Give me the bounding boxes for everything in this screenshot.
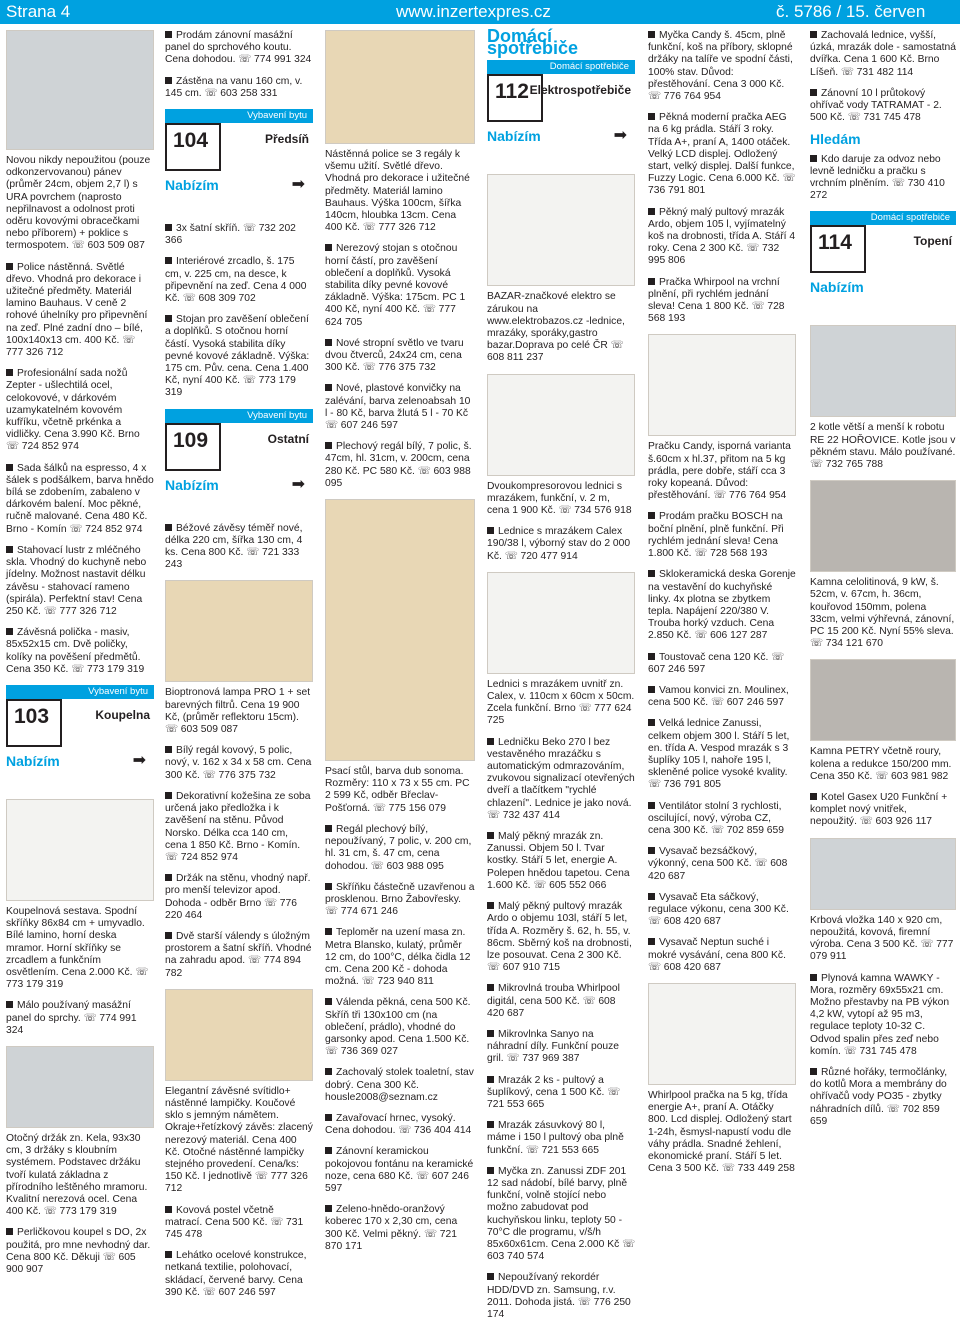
classified-ad: Dvě starší válendy s úložným prostorem a šatní skříň. Vhodné na zahradu apod. ☏ 774 894 782 xyxy=(165,930,312,979)
arrow-icon: ➡ xyxy=(132,751,146,769)
classified-ad: Dekorativní kožešina ze soba určená jako předložka i k zavěšení na stěnu. Původ Norsko. Délka cca 140 cm, cena 1 850 Kč. Brno - Komín. ☏ 724 852 974 xyxy=(165,791,313,864)
classified-ad: Police nástěnná. Světlé dřevo. Vhodná pro dekorace i užitečné předměty. Materiál lamino Bauhaus. V ceně 2 rohové úhelníky pro připevnění na zeď. Plné zadní dno – bílé, 100x140x13 cm. 400 Kč. ☏ 777 326 712 xyxy=(6,262,154,360)
classified-ad: Prodám zánovní masážní panel do sprchového koutu. Cena dohodou. ☏ 774 991 324 xyxy=(165,30,312,66)
classified-ad: Mikrovlnka Sanyo na náhradní díly. Funkční pouze gril. ☏ 737 969 387 xyxy=(487,1029,635,1066)
classified-ad: Perličkovou koupel s DO, 2x použitá, pro mne nevhodný dar. Cena 800 Kč. Děkuji ☏ 605 900 907 xyxy=(6,1227,154,1276)
photo-caption: Kamna PETRY včetně roury, kolena a redukce 150/200 mm. Cena 350 Kč. ☏ 603 981 982 xyxy=(810,746,952,782)
classified-ad: Vamou konvici zn. Moulinex, cena 500 Kč. ☏ 607 246 597 xyxy=(648,685,796,709)
classified-ad: Zachovalá lednice, vyšší, úzká, mrazák dole - samostatná dvířka. Cena 1 600 Kč. Brno Líšeň. ☏ 731 482 114 xyxy=(810,30,956,78)
photo-caption: BAZAR-značkové elektro se zárukou na www.elektrobazos.cz -lednice, mrazáky, sporáky,gastro bazar.Doprava po celé ČR ☏ 608 811 237 xyxy=(487,291,625,364)
arrow-icon: ➡ xyxy=(291,176,305,194)
category-group: Domácí spotřebiče xyxy=(810,211,956,225)
classified-ad: Ledničku Beko 270 l bez vestavěného mrazáčku s automatickým odmrazováním, zvukovou signalizací otevřených dveří a tlačítkem "rychlé chlazení". Lednice je jako nová. ☏ 732 437 414 xyxy=(487,736,635,821)
photo-bathroom-set xyxy=(6,799,154,901)
classified-ad: Zánovní keramickou pokojovou fontánu na keramické noze, cena 680 Kč. ☏ 607 246 597 xyxy=(325,1146,474,1194)
section-banner: Domácí spotřebiče xyxy=(487,26,579,59)
classified-ad: Zánovní 10 l průtokový ohřívač vody TATRAMAT - 2. 500 Kč. ☏ 731 745 478 xyxy=(810,88,956,125)
category-header xyxy=(6,685,154,789)
classified-ad: Prodám pračku BOSCH na boční plnění, plně funkční. Při rychlém jednání sleva! Cena 1.800 Kč. ☏ 728 568 193 xyxy=(648,511,796,560)
category-group: Vybavení bytu xyxy=(6,685,154,699)
photo-washing-machine xyxy=(648,334,796,436)
classified-ad: Lednice s mrazákem Calex 190/38 l, výborný stav do 2 000 Kč. ☏ 720 477 914 xyxy=(487,526,635,563)
classified-ad: Stojan pro zavěšení oblečení a doplňků. S otočnou horní částí. Vysoká stabilita díky pevné kovové základně. Výška: 175 cm. Pův. cena. Cena 1.400 Kč, nyní 400 Kč. ☏ 773 179 319 xyxy=(165,314,313,399)
photo-caption: Pračku Candy, isporná varianta š.60cm x hl.37, přitom na 5 kg prádla, pere dobře, stáří cca 3 roky kopeaná. Důvod: přestěhování. ☏ 776 764 954 xyxy=(648,441,791,502)
photo-caption: Bioptronová lampa PRO 1 + set barevných filtrů. Cena 19 900 Kč, (průměr reflektoru 15cm). ☏ 603 509 087 xyxy=(165,687,311,736)
column-4 xyxy=(487,26,635,1330)
classified-ad: Ventilátor stolní 3 rychlosti, oscilující, nový, výroba CZ, cena 300 Kč. ☏ 702 859 659 xyxy=(648,801,796,838)
photo-stove xyxy=(810,480,956,572)
classified-ad: Držák na stěnu, vhodný např. pro menší televizor apod. Dohoda - odběr Brno ☏ 776 220 464 xyxy=(165,873,313,922)
classified-ad: Nepoužívaný rekordér HDD/DVD zn. Samsung, r.v. 2011. Dohoda jistá. ☏ 776 250 174 xyxy=(487,1272,635,1321)
offer-label: Nabízím xyxy=(165,476,219,493)
classified-ad: Profesionální sada nožů Zepter - ušlechtilá ocel, celokovové, v dárkovém uzamykatelném kovovém kufříku, včetně prkénka a vidličky. Cena 3.990 Kč. Brno ☏ 724 852 974 xyxy=(6,368,154,453)
category-number: 104 xyxy=(173,129,209,153)
classified-ad: Kovová postel včetně matrací. Cena 500 Kč. ☏ 731 745 478 xyxy=(165,1205,313,1242)
category-number: 103 xyxy=(14,704,50,728)
category-number: 114 xyxy=(818,231,852,255)
photo-caption: Psací stůl, barva dub sonoma. Rozměry: 110 x 73 x 55 cm. PC 2 599 Kč, odběr Břeclav-Pošťorná. ☏ 775 156 079 xyxy=(325,766,470,814)
offer-label: Nabízím xyxy=(487,128,541,145)
classified-ad: Zástěna na vanu 160 cm, v. 145 cm. ☏ 603 258 331 xyxy=(165,76,313,100)
category-group: Domácí spotřebiče xyxy=(487,60,635,74)
classified-ad: Válenda pěkná, cena 500 Kč. Skříň tři 130x100 cm (na oblečení, prádlo), vhodné do garsonky apod. Cena 1.500 Kč. ☏ 736 369 027 xyxy=(325,997,475,1058)
classified-ad: Plechový regál bílý, 7 polic, š. 47cm, hl. 31cm, v. 200cm, cena 280 Kč. PC 580 Kč. ☏ 603 988 095 xyxy=(325,441,475,490)
classified-ad: Vysavač bezsáčkový, výkonný, cena 500 Kč. ☏ 608 420 687 xyxy=(648,846,796,883)
classified-ad: Malý pěkný pultový mrazák Ardo o objemu 103l, stáří 5 let, třída A. Rozměry š. 62, h. 55, v. 86cm. Sběrný koš na drobnosti, lze posouvat. Cena 2 300 Kč. ☏ 607 910 715 xyxy=(487,901,635,974)
classified-ad: 3x šatní skříň. ☏ 732 202 366 xyxy=(165,223,313,247)
photo-desk xyxy=(325,499,475,761)
photo-caption: Dvoukompresorovou lednici s mrazákem, funkční, v. 2 m, cena 1 900 Kč. ☏ 734 576 918 xyxy=(487,480,632,517)
offer-label: Nabízím xyxy=(165,177,219,194)
category-number: 109 xyxy=(173,428,209,452)
classified-ad: Kdo daruje za odvoz nebo levně ledničku a pračku s vrchním plněním. ☏ 730 410 272 xyxy=(810,154,956,203)
classified-ad: Vysavač Eta sáčkový, regulace výkonu, cena 300 Kč. ☏ 608 420 687 xyxy=(648,892,796,929)
classified-ad: Pračka Whirpool na vrchní plnění, při rychlém jednání sleva! Cena 1 800 Kč. ☏ 728 568 193 xyxy=(648,277,796,326)
column-1 xyxy=(6,30,154,1285)
photo-lamp xyxy=(165,580,313,682)
classified-ad: Mikrovlná trouba Whirlpool digitál, cena 500 Kč. ☏ 608 420 687 xyxy=(487,983,635,1020)
photo-pan xyxy=(6,30,154,150)
wanted-label: Hledám xyxy=(810,131,861,148)
classified-ad: Nové, plastové konvičky na zalévání, barva zelenoabsah 10 l - 80 Kč, barva žlutá 5 l - 70 Kč ☏ 607 246 597 xyxy=(325,383,475,432)
classified-ad: Stahovací lustr z mléčného skla. Vhodný do kuchyně nebo jídelny. Možnost nastavit délku závěsu - stahovací rameno (spirála). Perfektní stav! Cena 250 Kč. ☏ 777 326 712 xyxy=(6,545,154,618)
classified-ad: Béžové závěsy téměř nové, délka 220 cm, šířka 130 cm, 4 ks. Cena 800 Kč. ☏ 721 333 243 xyxy=(165,523,313,572)
category-header xyxy=(810,211,956,315)
site-url[interactable]: www.inzertexpres.cz xyxy=(396,2,551,21)
photo-whirlpool xyxy=(648,983,796,1085)
offer-label: Nabízím xyxy=(6,752,60,769)
photo-caption: Kamna celolitinová, 9 kW, š. 52cm, v. 67cm, h. 36cm, kouřovod 150mm, polena 33cm, velmi výhřevná, zánovní, PC 15 200 Kč. Nyní 55% sleva. ☏ 734 121 670 xyxy=(810,577,955,650)
classified-ad: Toustovač cena 120 Kč. ☏ 607 246 597 xyxy=(648,652,796,676)
classified-ad: Nástěnná police se 3 regály k všemu užití. Světlé dřevo. Vhodná pro dekorace i užitečné předměty. Materiál lamino Bauhaus. Výška 100cm, šířka 140cm, hloubka 13cm. Cena 400 Kč. ☏ 777 326 712 xyxy=(325,149,470,234)
offer-label: Nabízím xyxy=(810,279,864,296)
classified-ad: Mrazák zásuvkový 80 l, máme i 150 l pultový oba plně funkční. ☏ 721 553 665 xyxy=(487,1120,635,1157)
photo-chandelier xyxy=(165,989,313,1081)
category-name: Elektrospotřebiče xyxy=(529,83,631,98)
category-header xyxy=(165,409,313,513)
category-name: Ostatní xyxy=(267,431,309,446)
classified-ad: Různé hořáky, termočlánky, do kotlů Mora a membrány do ohřívačů vody PO35 - zbytky náhradních dílů. ☏ 702 859 659 xyxy=(810,1067,956,1128)
page-number: Strana 4 xyxy=(6,2,71,21)
photo-shelf xyxy=(325,30,475,144)
classified-ad: Kotel Gasex U20 Funkční + komplet nový vnitřek, nepoužitý. ☏ 603 926 117 xyxy=(810,792,956,829)
classified-ad: Zeleno-hnědo-oranžový koberec 170 x 2,30 cm, cena 300 Kč. Velmi pěkný. ☏ 721 870 171 xyxy=(325,1204,475,1253)
photo-caption: Whirlpool pračka na 5 kg, třída energie A+, praní A. Otáčky 800. Lcd displej. Odložený start 1-24h, ěsmysl-napustí vodu dle váhy prádla. Snadné žehlení, ekonomické praní. Stáří 5 let. Cena 3 500 Kč. ☏ 733 449 258 xyxy=(648,1089,795,1175)
classified-ad: Vysavač Neptun suché i mokré vysávání, cena 800 Kč. ☏ 608 420 687 xyxy=(648,937,796,974)
classified-ad: Otočný držák zn. Kela, 93x30 cm, 3 držáky s kloubním systémem. Podstavec držáku tvoří kulatá základna z přírodního leštěného mramoru. Kvalitní nerezová ocel. Cena 400 Kč. ☏ 773 179 319 xyxy=(6,1132,148,1218)
classified-ad: Teploměr na uzení masa zn. Metra Blansko, kulatý, průměr 12 cm, do 100°C, délka čidla 12 cm. Cena 200 Kč - dohoda možná. ☏ 723 940 811 xyxy=(325,927,475,988)
classified-ad: Mrazák 2 ks - pultový a šuplíkový, cena 1 500 Kč. ☏ 721 553 665 xyxy=(487,1075,635,1112)
photo-caption: Elegantní závěsné svítidlo+ nástěnné lampičky. Koučové sklo s jemným námětem. Okraje+řetízkový závěs: zlacený nerezový materiál. Cena 400 Kč. Otočné nástěnné lampičky stejného provedení. Cena/ks: 150 Kč. I jednotlivě ☏ 777 326 712 xyxy=(165,1085,313,1195)
classified-ad: Koupelnová sestava. Spodní skříňky 86x84 cm + umyvadlo. Bílé lamino, horní deska mramor. Horní skříňky se zrcadlem a funkčním osvětlením. Cena 2.000 Kč. ☏ 773 179 319 xyxy=(6,905,149,991)
column-6 xyxy=(810,30,956,1137)
classified-ad: Malý pěkný mrazák zn. Zanussi. Objem 50 l. Tvar kostky. Stáří 5 let, energie A. Polepen hnědou tapetou. Cena 1.600 Kč. ☏ 605 552 066 xyxy=(487,831,635,892)
classified-ad: Bílý regál kovový, 5 polic, nový, v. 162 x 34 x 58 cm. Cena 300 Kč. ☏ 776 375 732 xyxy=(165,745,312,781)
photo-fireplace-insert xyxy=(810,838,956,910)
classified-ad: Plynová kamna WAWKY - Mora, rozměry 69x55x21 cm. Možno přestavby na PB výkon 4,2 kW, vytopí až 95 m3, regulace teploty 10-32 C. Odvod spalin přes zeď nebo komín. ☏ 731 745 478 xyxy=(810,973,956,1058)
category-header xyxy=(487,60,635,164)
photo-caption: 2 kotle větší a menší k robotu RE 22 HOŘOVICE. Kotle jsou v pěkném stavu. Málo používané. ☏ 732 765 788 xyxy=(810,422,956,471)
arrow-icon: ➡ xyxy=(613,127,627,145)
photo-appliances xyxy=(487,174,635,286)
classified-ad: Novou nikdy nepoužitou (pouze odkonzervovanou) pánev (průměr 24cm, objem 2,7 l) s URA povrchem (naprosto nepřilnavost a odolnost proti oděru kovovými obracečkami nebo příborem) + poklice s termospotem. ☏ 603 509 087 xyxy=(6,155,151,252)
photo-caption: Lednici s mrazákem uvnitř zn. Calex, v. 110cm x 60cm x 50cm. Zcela funkční. Brno ☏ 777 624 725 xyxy=(487,678,635,727)
category-header xyxy=(165,109,313,213)
classified-ad: Myčka Candy š. 45cm, plně funkční, koš na příbory, sklopné držáky na talíře ve spodní části, 100% stav. Důvod: přestěhování. Cena 3 000 Kč. ☏ 776 764 954 xyxy=(648,30,796,103)
classified-ad: Zachovalý stolek toaletní, stav dobrý. Cena 300 Kč. housle2008@seznam.cz xyxy=(325,1067,474,1103)
category-name: Koupelna xyxy=(95,707,150,722)
classified-ad: Nové stropní světlo ve tvaru dvou čtverců, 24x24 cm, cena 300 Kč. ☏ 776 375 732 xyxy=(325,338,475,375)
category-name: Předsíň xyxy=(264,132,309,147)
classified-ad: Pěkná moderní pračka AEG na 6 kg prádla. Stáří 3 roky. Třída A+, praní A, 1400 otáček. Velký LCD displej. Odložený start, velký displej. Další funkce, Fuzzy Logic. Cena 6.000 Kč. ☏ 736 791 801 xyxy=(648,112,796,197)
category-group: Vybavení bytu xyxy=(165,409,313,423)
arrow-icon: ➡ xyxy=(291,475,305,493)
classified-ad: Myčka zn. Zanussi ZDF 201 12 sad nádobí, bílé barvy, plně funkční, volně stojící nebo možno zabudovat pod kuchyňskou linku, teploty 50 - 70°C dle programu, v/š/h 85x60x61cm. Cena 2.000 Kč ☏ 603 740 574 xyxy=(487,1165,635,1263)
classified-ad: Lehátko ocelové konstrukce, netkaná textilie, polohovací, skládací, červené barvy. Cena 390 Kč. ☏ 607 246 597 xyxy=(165,1250,313,1299)
page-header xyxy=(0,0,960,41)
column-3 xyxy=(325,30,475,1262)
classified-ad: Pěkný malý pultový mrazák Ardo, objem 105 l, vyjímatelný koš na drobnosti, třída A. Stáří 4 roky. Cena 2 300 Kč. ☏ 732 995 806 xyxy=(648,206,796,267)
classified-ad: Regál plechový bílý, nepoužívaný, 7 polic, v. 200 cm, hl. 31 cm, š. 47 cm, cena dohodou. ☏ 603 988 095 xyxy=(325,824,475,873)
photo-holder xyxy=(6,1046,154,1128)
issue-date: č. 5786 / 15. červen 2015 xyxy=(776,2,926,41)
category-group: Vybavení bytu xyxy=(165,109,313,123)
classified-ad: Velká lednice Zanussi, celkem objem 300 l. Stáří 5 let, en. třída A. Vespod mrazák s 3 šuplíky 105 l, nahoře 195 l, skleněné police vysoké kvality. ☏ 736 791 805 xyxy=(648,718,796,791)
category-name: Topení xyxy=(913,234,952,249)
column-2 xyxy=(165,30,313,1308)
classified-ad: Interiérové zrcadlo, š. 175 cm, v. 225 cm, na desce, k připevnění na zeď. Cena 4 000 Kč. ☏ 608 309 702 xyxy=(165,256,313,305)
photo-petry-stove xyxy=(810,659,956,741)
classified-ad: Sada šálků na espresso, 4 x šálek s podšálkem, barva hnědo bílá se zdobením, zabaleno v dárkovém balení. Moc pěkné, ručně malované. Cena 480 Kč. Brno - Komín ☏ 724 852 974 xyxy=(6,462,154,535)
classified-ad: Sklokeramická deska Gorenje na vestavění do kuchyňské linky. 4x plotna se zbytkem tepla. Napájení 220/380 V. Trouba horký vzduch. Cena 2.850 Kč. ☏ 606 127 287 xyxy=(648,569,796,642)
classified-ad: Závěsná polička - masiv, 85x52x15 cm. Dvě poličky, kolíky na pověšení předmětů. Cena 350 Kč. ☏ 773 179 319 xyxy=(6,627,154,676)
photo-fridge-open xyxy=(487,572,635,674)
classified-ad: Skříňku částečně uzavřenou a prosklenou. Brno Žabovřesky. ☏ 774 671 246 xyxy=(325,881,475,918)
classified-ad: Zavařovací hrnec, vysoký. Cena dohodou. ☏ 736 404 414 xyxy=(325,1113,475,1137)
classified-ad: Nerezový stojan s otočnou horní částí, pro zavěšení oblečení a doplňků. Vysoká stabilita díky pevné kovové základně. Výška: 175cm. PC 1 400 Kč, nyní 400 Kč. ☏ 777 624 705 xyxy=(325,243,475,328)
category-number: 112 xyxy=(495,80,529,104)
photo-fridge xyxy=(487,374,635,476)
photo-boilers xyxy=(810,325,956,417)
classified-ad: Málo používaný masážní panel do sprchy. ☏ 774 991 324 xyxy=(6,1000,154,1037)
column-5 xyxy=(648,30,796,1184)
photo-caption: Krbová vložka 140 x 920 cm, nepoužitá, kovová, firemní výroba. Cena 3 500 Kč. ☏ 777 079 911 xyxy=(810,914,954,963)
